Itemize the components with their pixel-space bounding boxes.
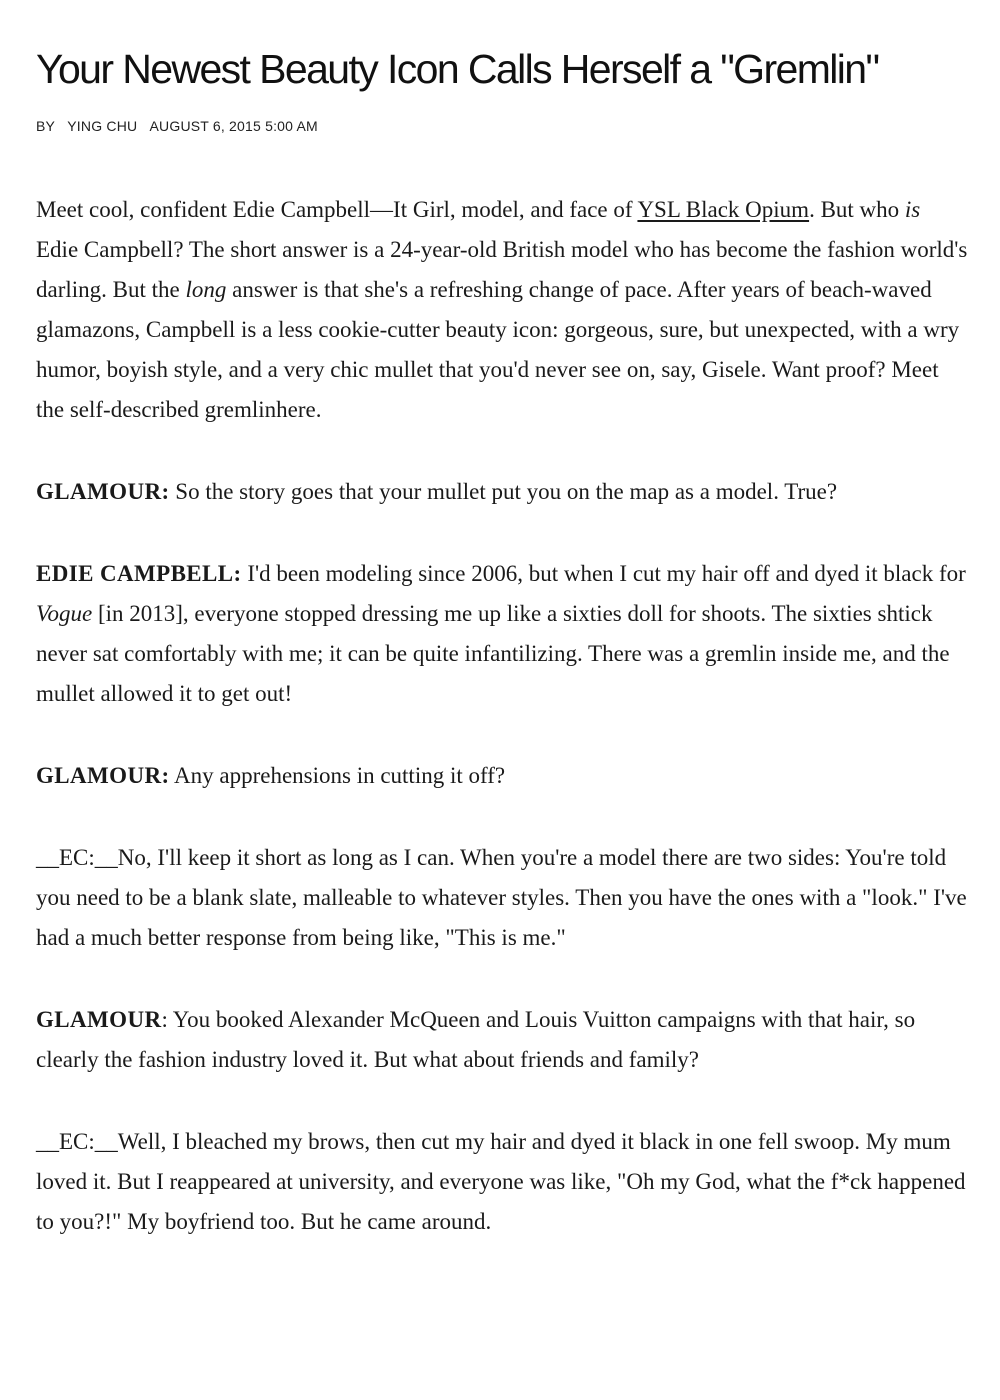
- qa-answer-3: __EC:__Well, I bleached my brows, then cut my hair and dyed it black in one fell swoop. My mum loved it. But I reappeared at university, and everyone was like, "Oh my God, what the f*ck happened to you?!" My boyfriend too. But he came around.: [36, 1129, 966, 1234]
- byline-by-label: BY: [36, 118, 56, 134]
- speaker-label: __EC:__: [36, 845, 118, 870]
- speaker-label: __EC:__: [36, 1129, 118, 1154]
- article-body: [36, 190, 968, 1242]
- qa-answer-1: EDIE CAMPBELL: I'd been modeling since 2006, but when I cut my hair off and dyed it black for Vogue [in 2013], everyone stopped dressing me up like a sixties doll for shoots. The sixties shtick never sat comfortably with me; it can be quite infantilizing. There was a gremlin inside me, and the mullet allowed it to get out!: [36, 561, 966, 706]
- headline: Your Newest Beauty Icon Calls Herself a "Gremlin": [36, 46, 879, 92]
- byline-author[interactable]: YING CHU: [67, 118, 138, 134]
- speaker-label: GLAMOUR: [36, 1007, 162, 1032]
- qa-answer-2: __EC:__No, I'll keep it short as long as I can. When you're a model there are two sides: You're told you need to be a blank slate, malleable to whatever styles. Then you have the ones with a "look." I've had a much better response from being like, "This is me.": [36, 845, 967, 950]
- speaker-label: EDIE CAMPBELL:: [36, 561, 242, 586]
- article: [36, 0, 968, 1284]
- qa-question-1: GLAMOUR: So the story goes that your mullet put you on the map as a model. True?: [36, 479, 838, 504]
- speaker-label: GLAMOUR:: [36, 763, 170, 788]
- byline: [36, 116, 968, 136]
- ysl-black-opium-link[interactable]: YSL Black Opium: [637, 197, 810, 222]
- intro-paragraph: Meet cool, confident Edie Campbell—It Girl, model, and face of YSL Black Opium. But who is Edie Campbell? The short answer is a 24-year-old British model who has become the fashion world's darling. But the long answer is that she's a refreshing change of pace. After years of beach-waved glamazons, Campbell is a less cookie-cutter beauty icon: gorgeous, sure, but unexpected, with a wry humor, boyish style, and a very chic mullet that you'd never see on, say, Gisele. Want proof? Meet the self-described gremlinhere.: [36, 197, 968, 422]
- speaker-label: GLAMOUR:: [36, 479, 170, 504]
- byline-date: AUGUST 6, 2015 5:00 AM: [149, 118, 318, 134]
- qa-question-2: GLAMOUR: Any apprehensions in cutting it off?: [36, 763, 506, 788]
- qa-question-3: GLAMOUR: You booked Alexander McQueen and Louis Vuitton campaigns with that hair, so clearly the fashion industry loved it. But what about friends and family?: [36, 1007, 916, 1072]
